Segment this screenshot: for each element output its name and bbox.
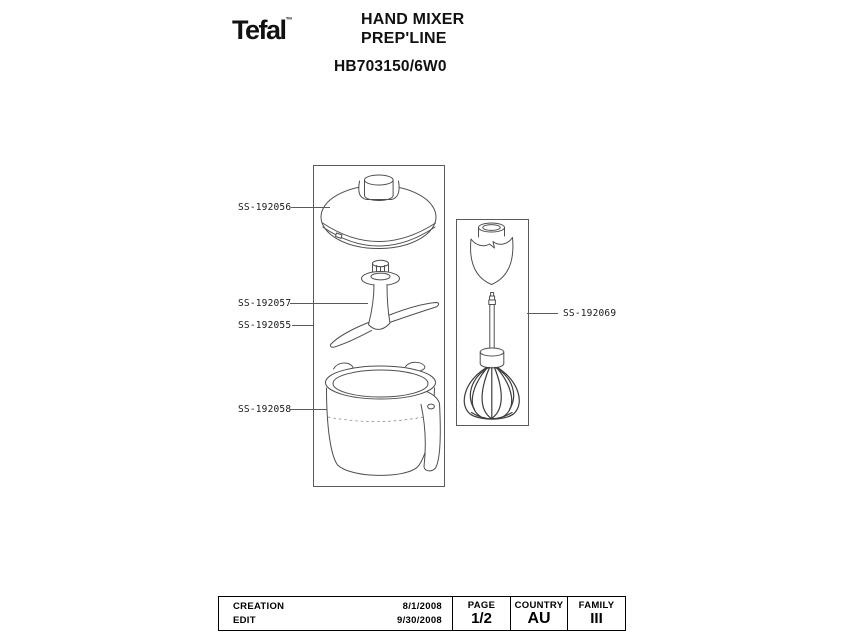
- leader-line-assembly: [292, 325, 313, 326]
- family-value: III: [590, 610, 603, 627]
- page-value: 1/2: [471, 610, 492, 627]
- product-title-line1: HAND MIXER: [361, 11, 465, 28]
- product-title-line2: PREP'LINE: [361, 29, 447, 47]
- country-value: AU: [527, 610, 551, 627]
- creation-label: CREATION: [233, 601, 285, 612]
- whisk-gearbox-drawing: [471, 223, 513, 285]
- product-title: [361, 11, 464, 48]
- whisk-assembly-drawing: [457, 220, 526, 423]
- chopper-assembly-box: [313, 165, 445, 487]
- whisk-shaft-drawing: [489, 293, 496, 350]
- edit-row: [233, 615, 442, 626]
- brand-text: Tefal: [232, 15, 286, 45]
- creation-row: [233, 601, 442, 612]
- trademark-mark: ™: [285, 17, 293, 24]
- family-label: FAMILY: [578, 600, 615, 611]
- part-label-whisk: SS-192069: [563, 308, 617, 319]
- leader-line-lid: [291, 207, 330, 208]
- whisk-wires-drawing: [464, 368, 519, 420]
- whisk-ferrule-drawing: [480, 348, 504, 368]
- revision-table: [218, 596, 626, 631]
- tefal-logo: [232, 15, 293, 46]
- edit-date: 9/30/2008: [397, 615, 442, 626]
- chopper-assembly-drawing: [314, 166, 442, 484]
- edit-label: EDIT: [233, 615, 256, 626]
- model-number: HB703150/6W0: [334, 58, 447, 75]
- part-label-assembly: SS-192055: [238, 320, 292, 331]
- leader-line-whisk: [527, 313, 558, 314]
- part-label-lid: SS-192056: [238, 202, 292, 213]
- leader-line-blade: [290, 303, 368, 304]
- country-label: COUNTRY: [514, 600, 564, 611]
- leader-line-bowl: [290, 409, 327, 410]
- family-cell: [568, 597, 625, 630]
- part-label-bowl: SS-192058: [238, 404, 292, 415]
- country-cell: [511, 597, 568, 630]
- part-label-blade: SS-192057: [238, 298, 292, 309]
- page-label: PAGE: [467, 600, 496, 611]
- page-cell: [453, 597, 511, 630]
- revision-dates-cell: [219, 597, 453, 630]
- creation-date: 8/1/2008: [402, 601, 442, 612]
- chopper-lid-drawing: [321, 175, 436, 249]
- whisk-assembly-box: [456, 219, 529, 426]
- chopper-bowl-drawing: [326, 362, 441, 475]
